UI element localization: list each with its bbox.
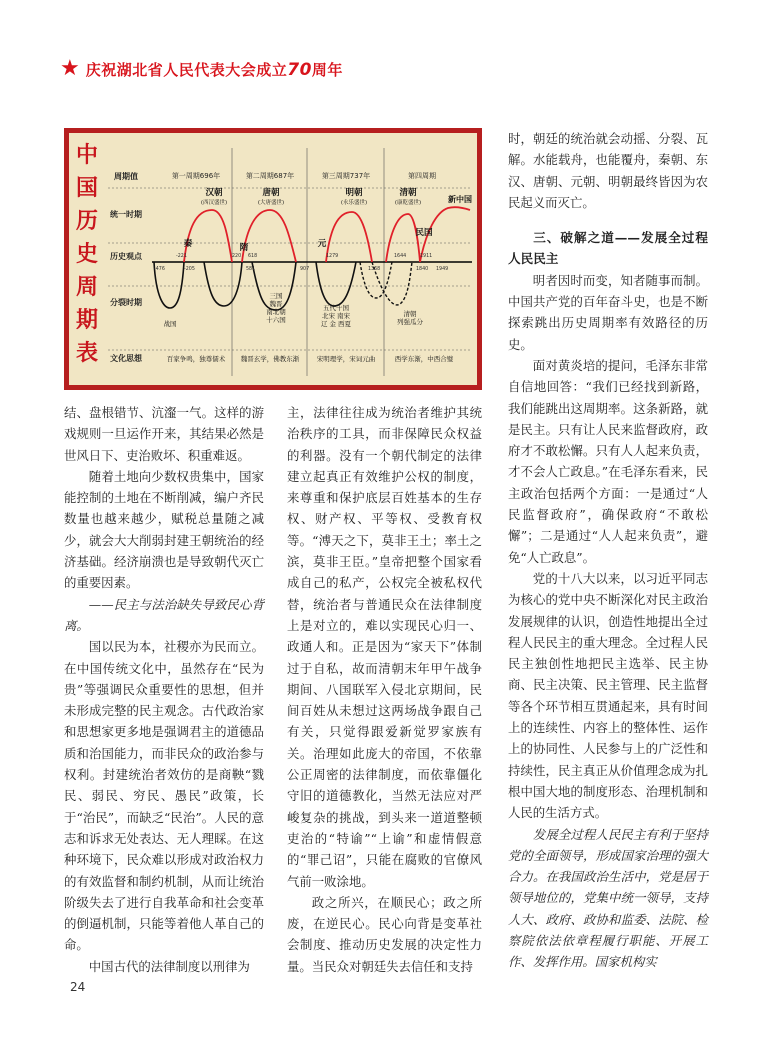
text-column-2 [287,402,482,977]
header-title: 庆祝湖北省人民代表大会成立70周年 [85,59,343,80]
row-label-split: 分裂时期 [110,298,142,307]
dyn-top-1: 唐朝 [262,188,280,198]
dyn-mid-2: 元 [317,239,327,249]
dyn-top-1-sub: (大唐盛世) [257,200,285,206]
paragraph: 结、盘根错节、沆瀣一气。这样的游戏规则一旦运作开来，其结果必然是世风日下、吏治败坏、积重难返。 [64,405,264,463]
page-number: 24 [70,980,86,994]
dyn-mid-1: 隋 [239,243,249,253]
row-label-view: 历史观点 [110,252,142,261]
year-tick: -221 [176,254,187,259]
year-tick: 618 [248,254,258,259]
dyn-top-3: 清朝 [399,188,417,198]
vertical-title-char: 史 [76,241,99,267]
row-label-unify: 统一时期 [110,210,142,219]
paragraph: 国以民为本，社稷亦为民而立。在中国传统文化中，虽然存在“民为贵”等强调民众重要性的思想，但并未形成完整的民主观念。古代政治家和思想家更多地是强调君主的道德品质和治国能力，而非民众的政治参与权利。封建统治者效仿的是商鞅“戮民、弱民、穷民、愚民”政策，长于“治民”，而缺乏“民治”。人民的意志和诉求无处表达、无人理睬。在这种环境下，民众难以形成对政治权力的有效监督和制约机制，从而让统治阶级失去了进行自我革命和社会变革的倒逼机制，只能等着他人革自己的命。 [64,639,264,953]
page-header [60,58,343,80]
split-label-0: 战国 [163,320,177,328]
section-heading: 三、破解之道——发展全过程人民民主 [508,230,708,267]
row-label-culture: 文化思想 [110,354,142,363]
text-column-1 [64,402,264,977]
year-tick: -205 [184,267,195,272]
dyn-top-0-sub: (西汉盛世) [200,200,228,206]
period-2: 第二周期687年 [245,172,295,180]
period-4: 第四周期 [408,172,436,180]
culture-1: 魏晋玄学，佛教东渐 [240,355,300,363]
paragraph: 面对黄炎培的提问，毛泽东非常自信地回答：“我们已经找到新路，我们能跳出这周期率。这条新路，就是民主。只有让人民来监督政府，政府才不敢松懈。只有人人起来负责，才不会人亡政息。”在毛泽东看来，民主政治包括两个方面：一是通过“人民监督政府”，确保政府“不敢松懈”；二是通过“人人起来负责”，避免“人亡政息”。 [508,357,708,565]
year-tick: -476 [154,267,165,272]
dyn-mid-3: 民国 [415,228,433,238]
paragraph: 随着土地向少数权贵集中，国家能控制的土地在不断削减，编户齐民数量也越来越少，赋税总量随之减少，就会大大削弱封建王朝统治的经济基础。经济崩溃也是导致朝代灭亡的重要因素。 [64,468,264,591]
paragraph: 政之所兴，在顺民心；政之所废，在逆民心。民心向背是变革社会制度、推动历史发展的决定性力量。当民众对朝廷失去信任和支持 [287,894,482,974]
year-tick: 1279 [326,254,339,259]
paragraph: 中国古代的法律制度以刑律为 [88,958,250,974]
vertical-title-char: 国 [76,175,99,201]
culture-2: 宋明理学，宋词元曲 [316,355,376,363]
paragraph: 发展全过程人民民主有利于坚持党的全面领导，形成国家治理的强大合力。在我国政治生活中，党是居于领导地位的，党集中统一领导，支持人大、政府、政协和监委、法院、检察院依法依章程履行职能、开展工作、发挥作用。国家机构实 [508,826,708,970]
vertical-title-char: 期 [76,307,99,333]
paragraph: ——民主与法治缺失导致民心背离。 [64,596,264,633]
year-tick: 1368 [368,267,381,272]
text-column-3 [508,128,708,973]
dyn-top-0: 汉朝 [205,188,223,198]
culture-0: 百家争鸣，独尊儒术 [166,355,226,363]
year-tick: 1949 [436,267,449,272]
dyn-top-4: 新中国 [448,195,472,204]
year-tick: 1911 [420,254,433,259]
year-tick: 907 [300,267,310,272]
split-label-3: 清朝列强瓜分 [397,310,423,326]
year-tick: 581 [246,267,256,272]
culture-3: 西学东渐，中西合璧 [394,355,454,363]
history-cycle-figure [64,128,482,390]
year-tick: 1644 [394,254,407,259]
period-1: 第一周期696年 [171,172,221,180]
dyn-mid-0: 秦 [183,239,193,249]
vertical-title-char: 周 [76,274,99,300]
split-label-1: 三国魏晋南北朝十六国 [266,292,286,324]
year-tick: 1840 [416,267,429,272]
dyn-top-2-sub: (永乐盛世) [340,200,368,206]
paragraph: 时，朝廷的统治就会动摇、分裂、瓦解。水能载舟，也能覆舟，秦朝、东汉、唐朝、元朝、明朝最终皆因为农民起义而灭亡。 [508,131,708,210]
paragraph: 主，法律往往成为统治者维护其统治秩序的工具，而非保障民众权益的利器。没有一个朝代制定的法律建立起真正有效维护公权的制度，来尊重和保护底层百姓基本的生存权、财产权、平等权、受教育权等。“溥天之下，莫非王土；率土之滨，莫非王臣。”皇帝把整个国家看成自己的私产，公权完全被私权代替，统治者与普通民众在法律制度上是对立的，难以实现民心归一、政通人和。正是因为“家天下”体制过于自私，故而清朝末年甲午战争期间、八国联军入侵北京期间，民间百姓从未想过这两场战争跟自己有关，只觉得跟爱新觉罗家族有关。治理如此庞大的帝国，不依靠公正周密的法律制度，而依靠僵化守旧的道德教化，当然无法应对严峻复杂的挑战，到头来一道道整顿吏治的“特谕”“上谕”和虚情假意的“罪己诏”，只能在腐败的官僚风气前一败涂地。 [287,405,482,889]
row-label-cycle: 周期值 [114,172,138,181]
star-icon: ★ [60,56,80,81]
period-3: 第三周期737年 [321,172,371,180]
vertical-title-char: 中 [76,142,99,168]
vertical-title [76,142,98,366]
dyn-top-2: 明朝 [345,188,363,198]
vertical-title-char: 表 [76,340,99,366]
dyn-top-3-sub: (康乾盛世) [394,200,422,206]
paragraph: 明者因时而变，知者随事而制。中国共产党的百年奋斗史，也是不断探索跳出历史周期率有效路径的历史。 [508,272,708,352]
split-label-2: 五代十国北宋 南宋辽 金 西夏 [320,304,352,328]
history-cycle-chart [64,128,482,390]
year-tick: 220 [232,254,242,259]
paragraph: 党的十八大以来，以习近平同志为核心的党中央不断深化对民主政治发展规律的认识，创造性地提出全过程人民民主的重大理念。全过程人民民主独创性地把民主选举、民主协商、民主决策、民主管理、民主监督等各个环节相互贯通起来，具有时间上的连续性、内容上的整体性、运作上的协同性、人民参与上的广泛性和持续性，民主真正从价值理念成为扎根中国大地的制度形态、治理机制和人民的生活方式。 [508,570,708,821]
vertical-title-char: 历 [76,208,99,234]
paragraph [508,213,708,227]
